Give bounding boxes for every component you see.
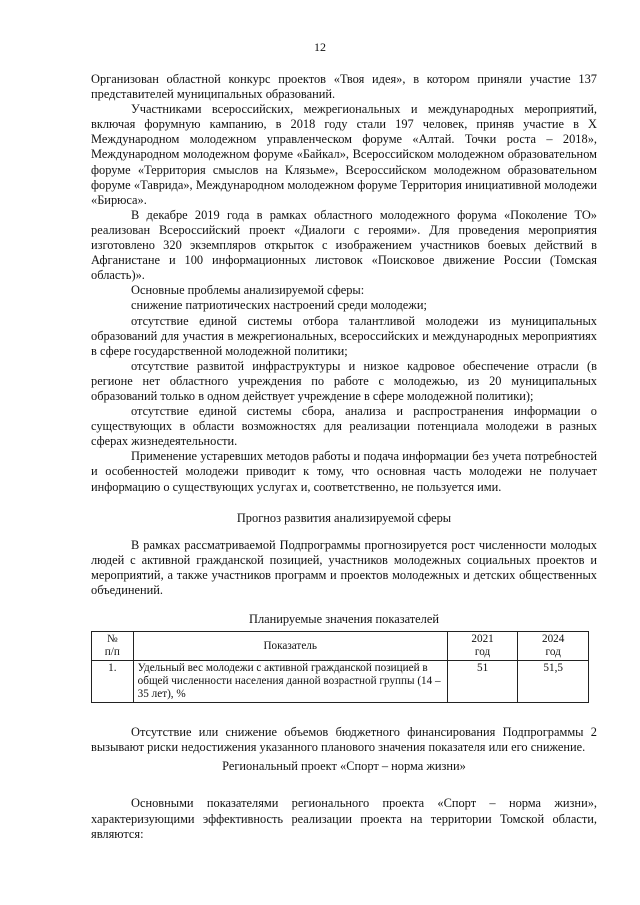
paragraph-contest: Организован областной конкурс проектов «Твоя идея», в котором приняли участие 137 представителей муниципальных образований. xyxy=(91,72,597,102)
header-number xyxy=(92,632,134,661)
regional-project-paragraph: Основными показателями регионального проекта «Спорт – норма жизни», характеризующими эффективность реализации проекта на территории Томской области, являются: xyxy=(91,796,597,841)
regional-project-heading: Региональный проект «Спорт – норма жизни» xyxy=(222,759,466,774)
header-number-line1: № xyxy=(106,633,118,646)
problem-item-2: отсутствие единой системы отбора талантливой молодежи из муниципальных образований для участия в межрегиональных, всероссийских и международных мероприятиях в сфере государственной молодежной политики; xyxy=(91,313,597,358)
header-year1-line2: год xyxy=(474,646,491,659)
indicators-table xyxy=(91,631,589,703)
paragraph-outdated-methods: Применение устаревших методов работы и подача информации без учета потребностей и особенностей молодежи приводит к тому, что основная часть молодежи не получает информацию о существующих услугах и, соответственно, не пользуется ими. xyxy=(91,449,597,494)
table-header-row xyxy=(92,632,589,661)
header-year2-line2: год xyxy=(545,646,561,659)
table-caption: Планируемые значения показателей xyxy=(249,612,439,627)
row-number: 1. xyxy=(92,661,134,703)
header-year1-line1: 2021 xyxy=(471,633,494,646)
paragraph-problems-intro: Основные проблемы анализируемой сферы: xyxy=(131,283,365,298)
paragraph-dialogues: В декабре 2019 года в рамках областного молодежного форума «Поколение ТО» реализован Всероссийский проект «Диалоги с героями». Для проведения мероприятия изготовлено 320 экземпляров открыток с изображением участников боевых действий в Афганистане и 100 информационных листовок «Поисковое движение России (Томская область)». xyxy=(91,207,597,283)
header-number-line2: п/п xyxy=(104,646,120,659)
header-indicator: Показатель xyxy=(133,632,447,661)
row-value-2024: 51,5 xyxy=(518,661,589,703)
problem-item-4: отсутствие единой системы сбора, анализа и распространения информации о существующих в области возможностях для реализации потенциала молодежи в разных сферах жизнедеятельности. xyxy=(91,404,597,449)
page-number: 12 xyxy=(314,40,326,54)
problem-item-1: снижение патриотических настроений среди молодежи; xyxy=(131,298,427,313)
page-content xyxy=(91,72,597,842)
header-year2-line1: 2024 xyxy=(541,633,565,646)
paragraph-forums: Участниками всероссийских, межрегиональных и международных мероприятий, включая форумную кампанию, в 2018 году стали 197 человек, приняв участие в X Международном молодежном управленческом форуме «Алтай. Точки роста – 2018», Международном молодежном форуме «Байкал», Всероссийском молодежном образовательном форуме «Территория смыслов на Клязьме», Всероссийском молодежном образовательном форуме «Таврида», Международном молодежном форуме Территория инициативной молодежи «Бирюса». xyxy=(91,102,597,207)
header-year-2024 xyxy=(518,632,589,661)
table-row xyxy=(92,661,589,703)
row-value-2021: 51 xyxy=(447,661,518,703)
problem-item-3: отсутствие развитой инфраструктуры и низкое кадровое обеспечение отрасли (в регионе нет областного учреждения по работе с молодежью, из 20 муниципальных образований только в одном действует учреждение в сфере молодежной политики); xyxy=(91,358,597,403)
forecast-heading: Прогноз развития анализируемой сферы xyxy=(236,510,452,525)
risk-paragraph: Отсутствие или снижение объемов бюджетного финансирования Подпрограммы 2 вызывают риски недостижения указанного планового значения показателя или его снижение. xyxy=(91,725,597,755)
forecast-paragraph: В рамках рассматриваемой Подпрограммы прогнозируется рост численности молодых людей с активной гражданской позицией, участников молодежных социальных проектов и мероприятий, а также участников программ и проектов молодежных и детских общественных объединений. xyxy=(91,537,597,597)
header-year-2021 xyxy=(447,632,518,661)
row-indicator: Удельный вес молодежи с активной гражданской позицией в общей численности населения данной возрастной группы (14 – 35 лет), % xyxy=(133,661,447,703)
